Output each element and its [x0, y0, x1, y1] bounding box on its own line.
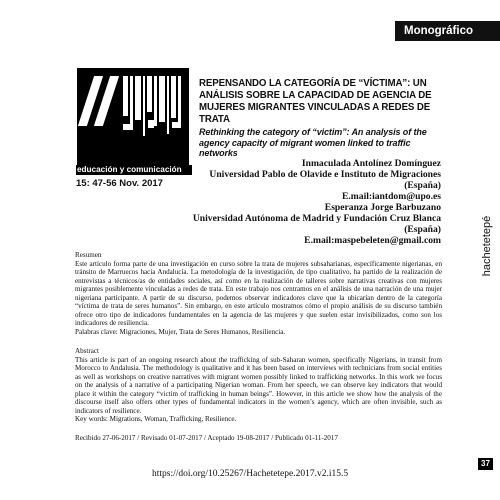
author-email: E.mail:iantdom@upo.es [341, 191, 441, 202]
article-title-en: Rethinking the category of “victim”: An analysis of the agency capacity of migrant women linked to traffic networks [199, 127, 427, 158]
keywords: Key words: Migrations, Woman, Trafficking, Resilience. [75, 415, 237, 423]
palabras-clave: Palabras clave: Migraciones, Mujer, Trata de Seres Humanos, Resiliencia. [75, 327, 286, 336]
publication-dates: Recibido 27-06-2017 / Revisado 01-07-2017 / Aceptado 19-08-2017 / Publicado 01-11-2017 [75, 434, 338, 442]
author-name: Esperanza Jorge Barbuzano [324, 202, 441, 213]
abstract-text: This article is part of an ongoing research about the trafficking of sub-Saharan women, specifically Nigerians, in transit from Morocco to Andalusia. The methodology is qualitative and it has been based on interviews with technicians from social entities as well as workshops on creative narratives with migrant women possibly linked to trafficking networks. In this work we focus on the analysis of a narrative of a participating Nigerian woman. From her speech, we can observe key indicators that would place it within the category “victim of trafficking in human beings”. However, in this article we show how the analysis of the discourse itself also offers other types of fundamental indicators in the women’s agency, which are often invisible, such as indicators of resilience. [75, 355, 442, 415]
section-banner: Monográfico [395, 21, 500, 41]
resumen-heading: Resumen [75, 251, 102, 259]
journal-side-title: hachetetepé [481, 215, 493, 277]
author-affiliation: Universidad Pablo de Olavide e Instituto de Migraciones (España) [209, 169, 441, 191]
author-email: E.mail:maspebeleten@gmail.com [304, 235, 441, 246]
abstract-section [75, 347, 442, 424]
issue-info: 15: 47-56 Nov. 2017 [76, 178, 163, 189]
journal-logo-label: educación y comunicación [76, 165, 192, 175]
author-name: Inmaculada Antolínez Domínguez [301, 158, 441, 169]
resumen-text: Este artículo forma parte de una investigación en curso sobre la trata de mujeres subsaharianas, específicamente nigerianas, en tránsito de Marruecos hacia Andalucía. La metodología de la investigación, de tipo cualitativo, ha partido de la realización de entrevistas a técnicos/as de entidades sociales, así como en la realización de talleres sobre narrativas creativas con mujeres migrantes posiblemente vinculadas a redes de trata. En este trabajo nos centramos en el análisis de una narración de una mujer nigeriana participante. A partir de su discurso, podemos observar indicadores clave que la ubicarían dentro de la categoría “víctima de trata de seres humanos”. Sin embargo, en este artículo mostramos cómo el propio análisis de su discurso también ofrece otro tipo de indicadores fundamentales en la agencia de las mujeres y que suelen estar invisibilizados, como son los indicadores de resiliencia. [75, 259, 442, 327]
article-title-es: REPENSANDO LA CATEGORÍA DE “VÍCTIMA”: UN ANÁLISIS SOBRE LA CAPACIDAD DE AGENCIA DE MUJERES MIGRANTES VINCULADAS A REDES DE TRATA [199, 78, 432, 125]
resumen-section [75, 251, 442, 336]
author-affiliation: Universidad Autónoma de Madrid y Fundación Cruz Blanca (España) [192, 213, 441, 235]
abstract-heading: Abstract [75, 347, 100, 355]
logo-barcode-graphic [120, 72, 184, 164]
author-block [190, 158, 441, 246]
page-number: 37 [478, 458, 493, 470]
doi-link[interactable]: https://doi.org/10.25267/Hachetetepe.2017.v2.i15.5 [152, 469, 349, 479]
